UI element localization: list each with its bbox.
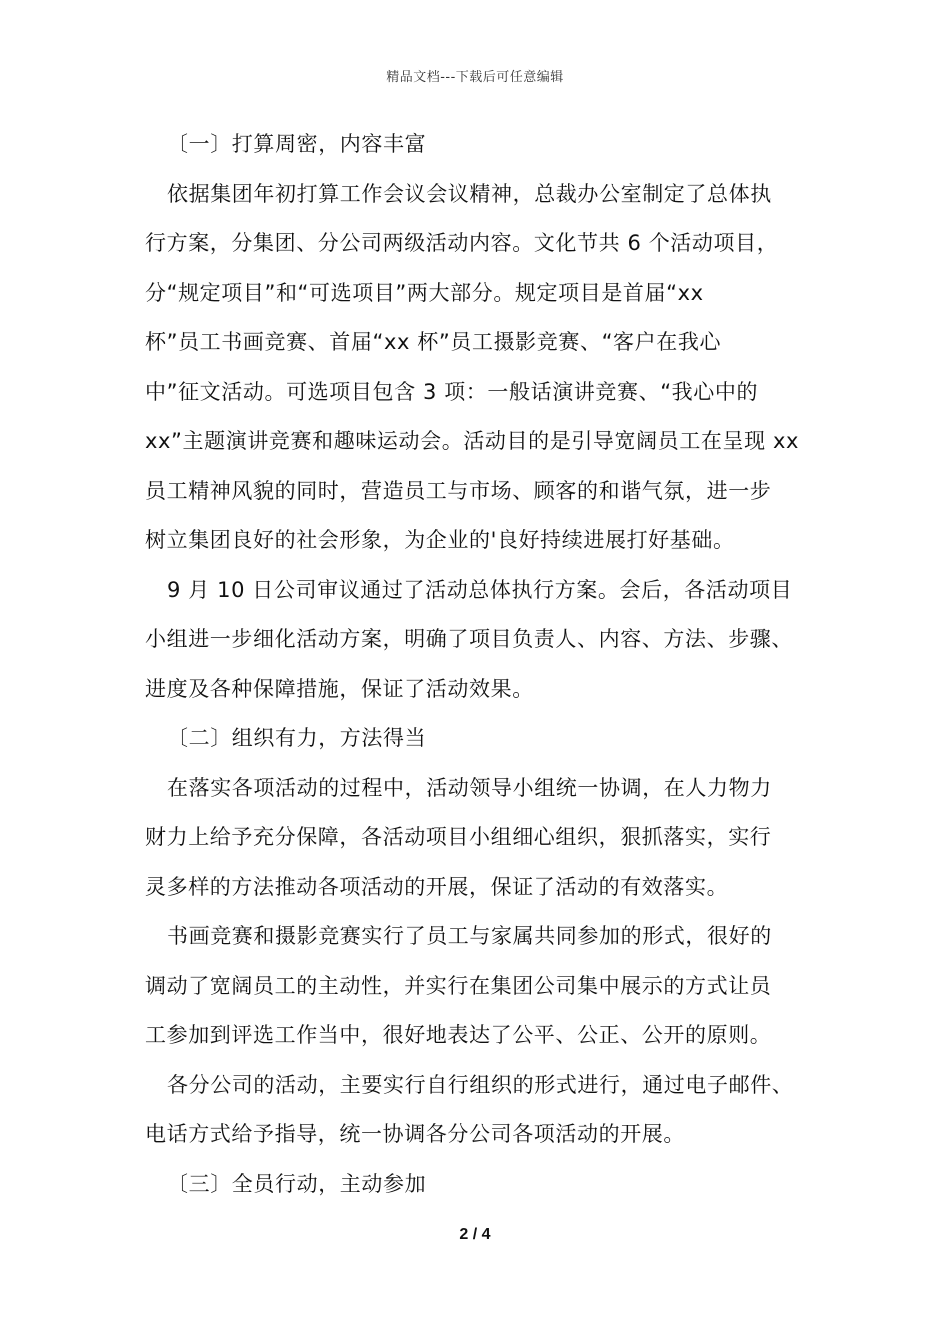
text-line: 9 月 10 日公司审议通过了活动总体执行方案。会后，各活动项目 bbox=[167, 577, 793, 602]
text-line: 各分公司的活动，主要实行自行组织的形式进行，通过电子邮件、 bbox=[167, 1072, 794, 1097]
text-line: 电话方式给予指导，统一协调各分公司各项活动的开展。 bbox=[145, 1122, 685, 1146]
text-line: 树立集团良好的社会形象，为企业的'良好持续进展打好基础。 bbox=[145, 528, 735, 552]
text-line: 小组进一步细化活动方案，明确了项目负责人、内容、方法、步骤、 bbox=[145, 627, 793, 651]
text-line: 灵多样的方法推动各项活动的开展，保证了活动的有效落实。 bbox=[145, 874, 729, 899]
text-line: 〔三〕全员行动，主动参加 bbox=[167, 1171, 427, 1196]
text-line: 〔二〕组织有力，方法得当 bbox=[167, 726, 427, 750]
text-line: 书画竞赛和摄影竞赛实行了员工与家属共同参加的形式，很好的 bbox=[167, 924, 772, 948]
text-line: 进度及各种保障措施，保证了活动效果。 bbox=[145, 676, 534, 701]
text-line: 员工精神风貌的同时，营造员工与市场、顾客的和谐气氛，进一步 bbox=[145, 478, 772, 503]
text-line: 行方案，分集团、分公司两级活动内容。文化节共 6 个活动项目， bbox=[145, 231, 779, 255]
page-header: 精品文档---下载后可任意编辑 bbox=[386, 70, 564, 85]
text-line: 中”征文活动。可选项目包含 3 项：一般话演讲竞赛、“我心中的 bbox=[145, 379, 759, 404]
text-line: xx”主题演讲竞赛和趣味运动会。活动目的是引导宽阔员工在呈现 xx bbox=[145, 429, 800, 453]
text-line: 调动了宽阔员工的主动性，并实行在集团公司集中展示的方式让员 bbox=[145, 973, 772, 998]
text-line: 财力上给予充分保障，各活动项目小组细心组织，狠抓落实，实行 bbox=[145, 825, 772, 849]
document-body bbox=[145, 120, 825, 1209]
text-line: 工参加到评选工作当中，很好地表达了公平、公正、公开的原则。 bbox=[145, 1023, 772, 1047]
text-line: 〔一〕打算周密，内容丰富 bbox=[167, 132, 427, 156]
text-line: 在落实各项活动的过程中，活动领导小组统一协调，在人力物力 bbox=[167, 775, 772, 800]
text-line: 分“规定项目”和“可选项目”两大部分。规定项目是首届“xx bbox=[145, 280, 704, 305]
text-line: 杯”员工书画竞赛、首届“xx 杯”员工摄影竞赛、“客户在我心 bbox=[145, 330, 722, 354]
page-number: 2 / 4 bbox=[459, 1226, 491, 1243]
text-line: 依据集团年初打算工作会议会议精神，总裁办公室制定了总体执 bbox=[167, 181, 772, 206]
